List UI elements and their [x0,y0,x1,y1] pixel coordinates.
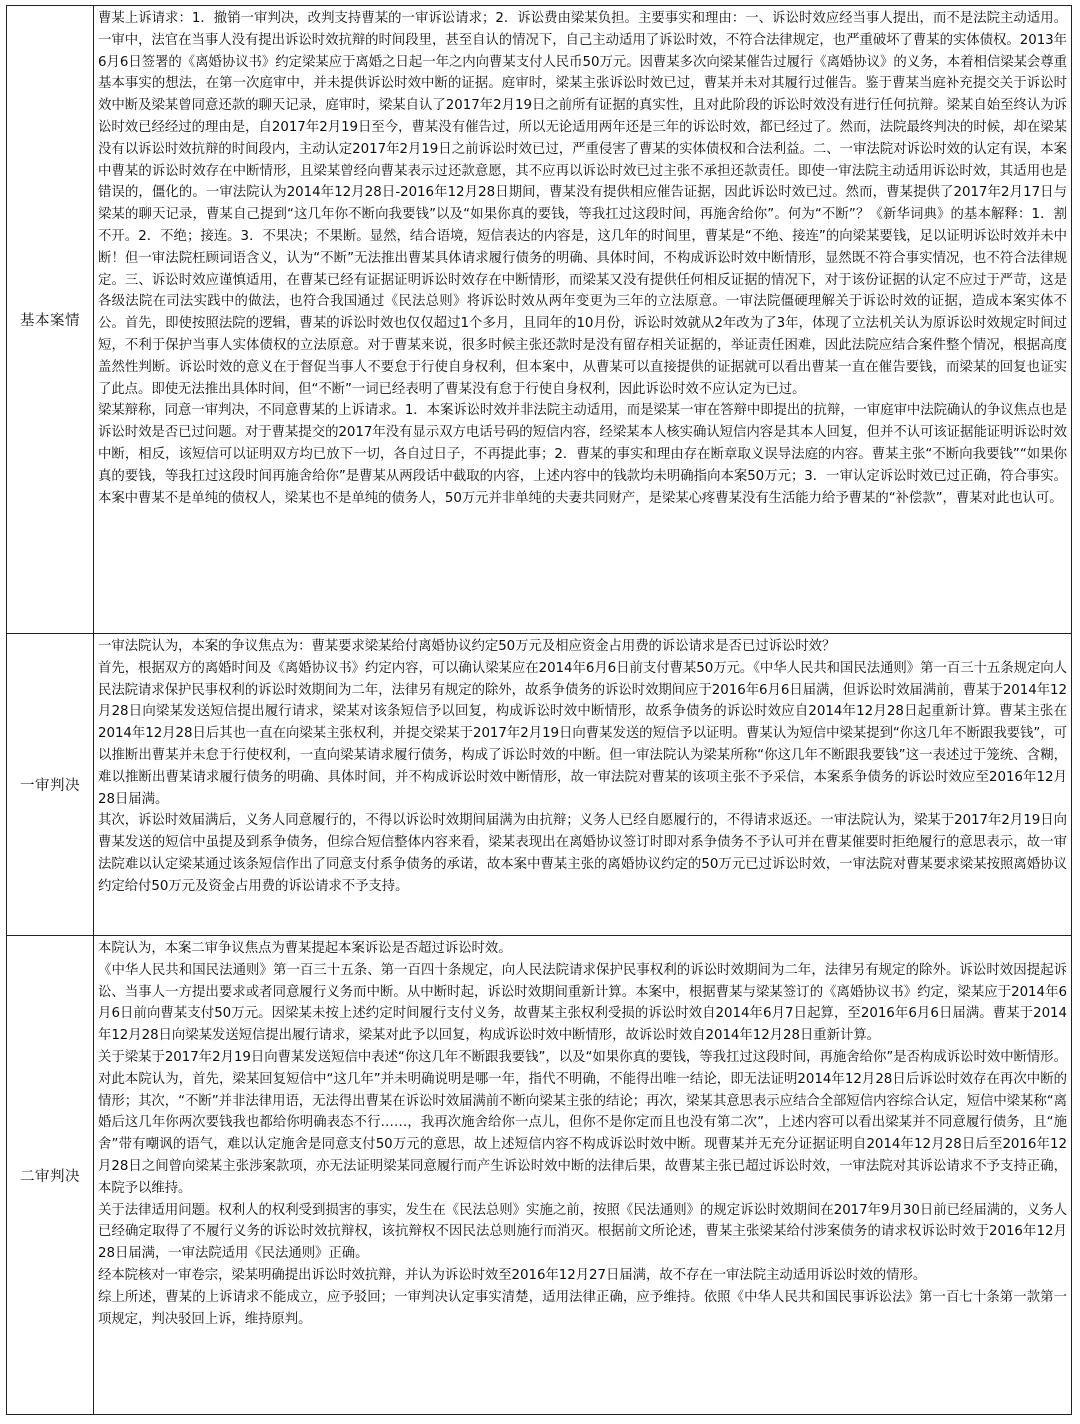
first-instance-paragraph: 一审法院认为，本案的争议焦点为：曹某要求梁某给付离婚协议约定50万元及相应资金占用费的诉讼请求是否已过诉讼时效？ [98,639,836,654]
table-row-first-instance [7,634,1072,936]
second-instance-paragraph: 本院认为，本案二审争议焦点为曹某提起本案诉讼是否超过诉讼时效。 [98,941,512,956]
second-instance-paragraph: 综上所述，曹某的上诉请求不能成立，应予驳回；一审判决认定事实清楚，适用法律正确，应予维持。依照《中华人民共和国民事诉讼法》第一百七十条第一款第一项规定，判决驳回上诉，维持原判。 [98,1289,1067,1327]
first-instance-paragraph: 首先，根据双方的离婚时间及《离婚协议书》约定内容，可以确认梁某应在2014年6月6日前支付曹某50万元。《中华人民共和国民法通则》第一百三十五条规定向人民法院请求保护民事权利的诉讼时效期间为二年，法律另有规定的除外，故系争债务的诉讼时效期间应于2016年6月6日届满，但诉讼时效届满前，曹某于2014年12月28日向梁某发送短信提出履行请求，梁某对该条短信予以回复，构成诉讼时效中断情形，故系争债务的诉讼时效应自2014年12月28日起重新计算。曹某主张在2014年12月28日后其也一直在向梁某主张权利，并提交梁某于2017年2月19日向曹某发送的短信予以证明。曹某认为短信中梁某提到“你这几年不断跟我要钱”，可以推断出曹某并未怠于行使权利，一直向梁某请求履行债务，构成了诉讼时效的中断。但一审法院认为梁某所称“你这几年不断跟我要钱”这一表述过于笼统、含糊，难以推断出曹某请求履行债务的明确、具体时间，并不构成诉讼时效中断情形，故一审法院对曹某的该项主张不予采信，本案系争债务的诉讼时效应至2016年12月28日届满。 [98,660,1067,807]
case-table [6,5,1072,1415]
row-label-basic-facts: 基本案情 [7,6,94,634]
second-instance-paragraph: 《中华人民共和国民法通则》第一百三十五条、第一百四十条规定，向人民法院请求保护民事权利的诉讼时效期间为二年，法律另有规定的除外。诉讼时效因提起诉讼、当事人一方提出要求或者同意履行义务而中断。从中断时起，诉讼时效期间重新计算。本案中，根据曹某与梁某签订的《离婚协议书》约定，梁某应于2014年6月6日前向曹某支付50万元。因梁某未按上述约定时间履行支付义务，故曹某主张权利受损的诉讼时效自2014年6月7日起算，至2016年6月6日届满。曹某于2014年12月28日向梁某发送短信提出履行请求，梁某对此予以回复，构成诉讼时效中断情形，故诉讼时效自2014年12月28日重新计算。 [98,962,1067,1044]
appellant-claims-paragraph: 曹某上诉请求：1．撤销一审判决，改判支持曹某的一审诉讼请求；2．诉讼费由梁某负担。主要事实和理由：一、诉讼时效应经当事人提出，而不是法院主动适用。一审中，法官在当事人没有提出诉讼时效抗辩的时间段里，甚至自认的情况下，自己主动适用了诉讼时效，不符合法律规定，也严重破坏了曹某的实体债权。2013年6月6日签署的《离婚协议书》约定梁某应于离婚之日起一年之内向曹某支付人民币50万元。因曹某多次向梁某催告过履行《离婚协议》的义务，本着相信梁某会尊重基本事实的想法，在第一次庭审中，并未提供诉讼时效中断的证据。庭审时，梁某主张诉讼时效已过，曹某并未对其履行过催告。鉴于曹某当庭补充提交关于诉讼时效中断及梁某曾同意还款的聊天记录，庭审时，梁某自认了2017年2月19日之前所有证据的真实性，且对此阶段的诉讼时效没有进行任何抗辩。梁某自始至终认为诉讼时效已经经过的理由是，自2017年2月19日至今，曹某没有催告过，所以无论适用两年还是三年的诉讼时效，都已经过了。然而，法院最终判决的时候，却在梁某没有以诉讼时效抗辩的时间段内，主动认定2017年2月19日之前诉讼时效已过，严重侵害了曹某的实体债权和合法利益。二、一审法院对诉讼时效的认定有误，本案中曹某的诉讼时效存在中断情形，且梁某曾经向曹某表示过还款意愿，其不应再以诉讼时效已过主张不承担还款责任。即使一审法院主动适用诉讼时效，其适用也是错误的，僵化的。一审法院认为2014年12月28日-2016年12月28日期间，曹某没有提供相应催告证据，因此诉讼时效已过。然而，曹某提供了2017年2月17日与梁某的聊天记录，曹某自己提到“这几年你不断向我要钱”以及“如果你真的要钱，等我扛过这段时间，再施舍给你”。何为“不断”？《新华词典》的基本解释：1．割不开。2．不绝；接连。3．不果决；不果断。显然，结合语境，短信表达的内容是，这几年的时间里，曹某是“不绝、接连”的向梁某要钱，足以证明诉讼时效并未中断！但一审法院枉顾词语含义，认为“不断”无法推出曹某具体请求履行债务的明确、具体时间，不构成诉讼时效中断情形，显然既不符合事实情况，也不符合法律规定。三、诉讼时效应谨慎适用，在曹某已经有证据证明诉讼时效存在中断情形，而梁某又没有提供任何相反证据的情况下，对于该份证据的认定不应过于严苛，这是各级法院在司法实践中的做法，也符合我国通过《民法总则》将诉讼时效从两年变更为三年的立法原意。一审法院僵硬理解关于诉讼时效的证据，造成本案实体不公。首先，即使按照法院的逻辑，曹某的诉讼时效也仅仅超过1个多月，且同年的10月份，诉讼时效就从2年改为了3年，体现了立法机关认为原诉讼时效规定时间过短，不利于保护当事人实体债权的立法原意。对于曹某来说，很多时候主张还款时是没有留存相关证据的，举证责任困难，因此法院应结合案件整个情况，根据高度盖然性判断。诉讼时效的意义在于督促当事人不要怠于行使自身权利，但本案中，从曹某可以直接提供的证据就可以看出曹某一直在催告要钱，而梁某的回复也证实了此点。即使无法推出具体时间，但“不断”一词已经表明了曹某没有怠于行使自身权利，因此诉讼时效不应认定为已过。 [98,11,1067,397]
table-row-basic-facts [7,6,1072,634]
second-instance-paragraph: 关于梁某于2017年2月19日向曹某发送短信中表述“你这几年不断跟我要钱”，以及“如果你真的要钱，等我扛过这段时间，再施舍给你”是否构成诉讼时效中断情形。对此本院认为，首先，梁某回复短信中“这几年”并未明确说明是哪一年，指代不明确，不能得出唯一结论，即无法证明2014年12月28日后诉讼时效存在再次中断的情形；其次，“不断”并非法律用语，无法得出曹某在诉讼时效届满前不断向梁某主张的结论；再次，梁某其意思表示应结合全部短信内容综合认定，短信中梁某称“离婚后这几年你两次要钱我也都给你明确表态不行……，我再次施舍给你一点儿，但你不是你定而且也没有第二次”，上述内容可以看出梁某并不同意履行债务，且“施舍”带有嘲讽的语气，难以认定施舍是同意支付50万元的意思，故上述短信内容不构成诉讼时效中断。现曹某并无充分证据证明自2014年12月28日后至2016年12月28日之间曾向梁某主张涉案款项，亦无法证明梁某同意履行而产生诉讼时效中断的法律后果，故曹某主张已超过诉讼时效，一审法院对其诉讼请求不予支持正确，本院予以维持。 [98,1049,1067,1196]
second-instance-paragraph: 关于法律适用问题。权利人的权利受到损害的事实，发生在《民法总则》实施之前，按照《民法通则》的规定诉讼时效期间在2017年9月30日前已经届满的，义务人已经确定取得了不履行义务的诉讼时效抗辩权，该抗辩权不因民法总则施行而消灭。根据前文所论述，曹某主张梁某给付涉案债务的请求权诉讼时效于2016年12月28日届满，一审法院适用《民法通则》正确。 [98,1202,1067,1262]
first-instance-paragraph: 其次，诉讼时效届满后，义务人同意履行的，不得以诉讼时效期间届满为由抗辩；义务人已经自愿履行的，不得请求返还。一审法院认为，梁某于2017年2月19日向曹某发送的短信中虽提及到系争债务，但综合短信整体内容来看，梁某表现出在离婚协议签订时即对系争债务不予认可并在曹某催要时拒绝履行的意思表示，故一审法院难以认定梁某通过该条短信作出了同意支付系争债务的承诺，故本案中曹某主张的离婚协议约定的50万元已过诉讼时效，一审法院对曹某要求梁某按照离婚协议约定给付50万元及资金占用费的诉讼请求不予支持。 [98,813,1067,894]
case-document [6,5,1072,1415]
row-label-first-instance: 一审判决 [7,634,94,936]
appellee-defense-paragraph: 梁某辩称，同意一审判决，不同意曹某的上诉请求。1．本案诉讼时效并非法院主动适用，而是梁某一审在答辩中即提出的抗辩，一审庭审中法院确认的争议焦点也是诉讼时效是否已过问题。对于曹某提交的2017年没有显示双方电话号码的短信内容，经梁某本人核实确认短信内容是其本人回复，但并不认可该证据能证明诉讼时效中断，相反，该短信可以证明双方均已放下一切，各自过日子，不再提此事；2．曹某的事实和理由存在断章取义误导法庭的内容。曹某主张“不断向我要钱”“如果你真的要钱，等我扛过这段时间再施舍给你”是曹某从两段话中截取的内容，上述内容中的钱款均未明确指向本案50万元；3．一审认定诉讼时效已过正确，符合事实。本案中曹某不是单纯的债权人，梁某也不是单纯的债务人，50万元并非单纯的夫妻共同财产，是梁某心疼曹某没有生活能力给予曹某的“补偿款”，曹某对此也认可。 [98,403,1067,506]
row-label-second-instance: 二审判决 [7,936,94,1415]
second-instance-paragraph: 经本院核对一审卷宗，梁某明确提出诉讼时效抗辩，并认为诉讼时效至2016年12月27日届满，故不存在一审法院主动适用诉讼时效的情形。 [98,1267,927,1283]
table-row-second-instance [7,936,1072,1415]
row-content-second-instance [94,936,1072,1415]
row-content-basic-facts [94,6,1072,634]
row-content-first-instance [94,634,1072,936]
